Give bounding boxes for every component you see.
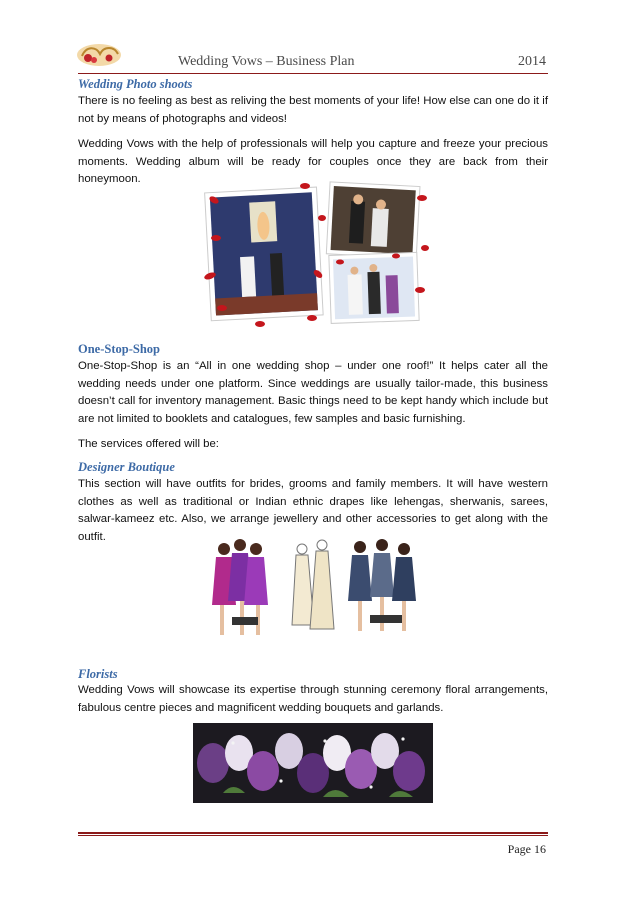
one-stop-paragraph-2: The services offered will be: [78,438,219,450]
page-number: Page 16 [507,842,546,856]
footer-divider-thin [78,835,548,836]
wedding-photo-collage [200,178,430,328]
header-year: 2014 [518,54,546,69]
photo-paragraph-1: There is no feeling as best as reliving the best moments of your life! How else can one do it if not by means of photographs and videos! [78,95,548,125]
section-heading-photo-shoots: Wedding Photo shoots [78,77,193,91]
wedding-vows-logo [74,40,124,68]
header-divider [78,73,548,74]
section-heading-florists: Florists [78,667,118,681]
photo-paragraph-2: Wedding Vows with the help of professionals will help you capture and freeze your precious moments. Wedding album will be ready for couples once they are back from their honeymoon. [78,138,548,185]
section-heading-one-stop-shop: One-Stop-Shop [78,342,160,356]
boutique-paragraph-1: This section will have outfits for brides, grooms and family members. It will have western clothes as well as traditional or Indian ethnic drapes like lehengas, sherwanis, sarees, salwar-kameez etc. Also, we arrange jewellery and other accessories to get along with the outfit. [78,478,548,543]
section-heading-designer-boutique: Designer Boutique [78,460,175,474]
boutique-outfits-image [210,535,430,647]
florists-paragraph-1: Wedding Vows will showcase its expertise through stunning ceremony floral arrangements, fabulous centre pieces and magnificent wedding bouquets and garlands. [78,684,548,714]
one-stop-paragraph-1: One-Stop-Shop is an “All in one wedding shop – under one roof!” It helps cater all the wedding needs under one platform. Since weddings are usually tailor-made, this business doesn’t call for inventory management. Basic things need to be kept handy which include but are not limited to booklets and catalogues, few samples and basic furnishing. [78,360,548,425]
header-title: Wedding Vows – Business Plan [178,54,355,69]
floral-bouquet-image [193,723,433,803]
footer-divider-thick [78,832,548,834]
